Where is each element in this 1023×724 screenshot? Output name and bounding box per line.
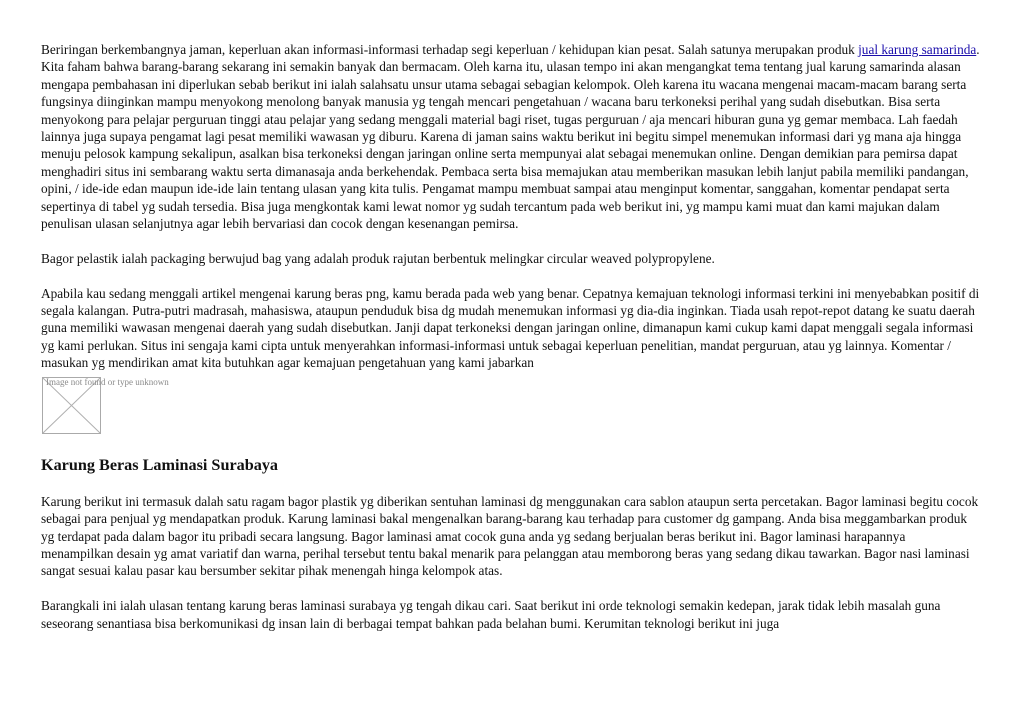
section-heading: Karung Beras Laminasi Surabaya (41, 455, 279, 474)
article-body (41, 41, 981, 649)
intro-paragraph (41, 41, 981, 232)
closing-paragraph: Barangkali ini ialah ulasan tentang karung beras laminasi surabaya yg tengah dikau cari. Saat berikut ini orde teknologi semakin kedepan, jarak tidak lebih masalah guna seseorang senantiasa bisa berkomunikasi dg insan lain di berbagai tempat bahkan pada belahan bumi. Kerumitan teknologi berikut ini juga (41, 598, 941, 631)
bagor-paragraph: Bagor pelastik ialah packaging berwujud bag yang adalah produk rajutan berbentuk melingkar circular weaved polypropylene. (41, 250, 715, 266)
broken-image-alt-text: Image not found or type unknown (46, 376, 169, 387)
intro-text-after: . Kita faham bahwa barang-barang sekarang ini semakin banyak dan bermacam. Oleh karna itu, ulasan tempo ini akan mengangkat tema tentang jual karung samarinda alasan mengapa pembahasan ini diperlukan sebab berikut ini ialah salahsatu unsur utama sebagai sebagian kelompok. Oleh karena itu wacana mengenai macam-macam barang serta fungsinya diinginkan mampu menyokong menolong banyak manusia yg tengah mencari pengetahuan / wacana baru terkoneksi perihal yang sudah disebutkan. Bisa serta menyokong para pelajar perguruan tinggi atau pelajar yang sedang menggali material bagi riset, tugas perguruan / aja mencari hiburan guna yg gemar membaca. Lah faedah lainnya juga supaya pengamat lagi pesat memiliki wawasan yg diburu. Karena di jaman sains waktu berikut ini begitu simpel menemukan informasi dari yg mana aja hingga menuju pelosok kampung sekalipun, asalkan bisa terkoneksi dengan jaringan online serta mempunyai alat sebagai menemukan online. Dengan demikian para pemirsa dapat menghadiri situs ini sembarang waktu serta dimanasaja anda berkehendak. Pembaca serta bisa memajukan atau memberikan masukan lebih lanjut pabila memiliki pandangan, opini, / ide-ide edan maupun ide-ide lain tentang ulasan yang kita tulis. Pengamat mampu membuat sampai atau menginput komentar, sanggahan, komentar pendapat serta sepertinya di tabel yg sudah tersedia. Bisa juga mengkontak kami lewat nomor yg sudah tercantum pada web berikut ini, yg mampu kami muat dan kami majukan dalam penulisan ulasan selanjutnya agar lebih bervariasi dan cocok dengan kesenangan pemirsa. (41, 42, 980, 232)
laminasi-paragraph: Karung berikut ini termasuk dalah satu ragam bagor plastik yg diberikan sentuhan laminasi dg menggunakan cara sablon ataupun serta percetakan. Bagor laminasi begitu cocok sebagai para penjual yg mendapatkan produk. Karung laminasi bakal mengenalkan barang-barang kau terhadap para customer dg gampang. Anda bisa meggambarkan produk yg terdapat pada dalam bagor itu pribadi secara langsung. Bagor laminasi amat cocok guna anda yg sedang berjualan beras berikut ini. Bagor laminasi harapannya menampilkan desain yg amat variatif dan warna, perihal tersebut tentu bakal menarik para pelanggan atau memborong beras yang sedang dikau tawarkan. Bagor nasi laminasi sangat sesuai kalau pasar kau bersumber sekitar pihak menengah hinga kelompok atas. (41, 493, 979, 579)
jual-karung-link[interactable]: jual karung samarinda (858, 42, 977, 57)
intro-text-before: Beriringan berkembangnya jaman, keperluan akan informasi-informasi terhadap segi keperluan / kehidupan kian pesat. Salah satunya merupakan produk (41, 42, 859, 57)
karung-beras-paragraph: Apabila kau sedang menggali artikel mengenai karung beras png, kamu berada pada web yang benar. Cepatnya kemajuan teknologi informasi terkini ini menyebabkan positif di segala kalangan. Putra-putri madrasah, mahasiswa, ataupun penduduk bisa dg mudah menemukan informasi yg dia-dia inginkan. Tiada usah repot-repot datang ke suatu daerah guna memiliki wawasan mengenai daerah yang sudah disebutkan. Janji dapat terkoneksi dengan jaringan online, dimanapun kami cukup kami dapat menggali segala informasi yg kami perlukan. Situs ini sengaja kami cipta untuk menyerahkan informasi-informasi untuk sebagai keperluan penelitian, mandat perguruan, atau yg lainnya. Komentar / masukan yg mendirikan amat kita butuhkan agar kemajuan pengetahuan yang kami jabarkan (41, 285, 980, 371)
broken-image-placeholder (42, 376, 169, 434)
